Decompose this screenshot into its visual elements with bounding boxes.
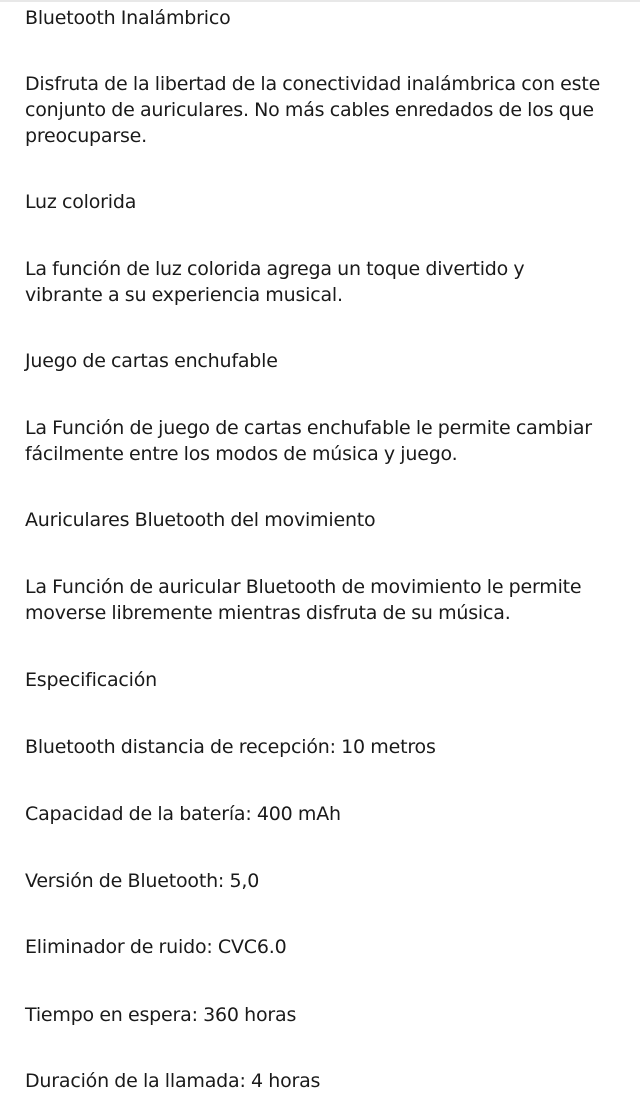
- spec-eliminador-ruido: Eliminador de ruido: CVC6.0: [25, 936, 287, 958]
- body-luz-colorida: La función de luz colorida agrega un toque divertido y vibrante a su experiencia musical.: [25, 258, 525, 306]
- body-juego-de-cartas: La Función de juego de cartas enchufable le permite cambiar fácilmente entre los modos de música y juego.: [25, 417, 592, 465]
- body-auriculares-movimiento: La Función de auricular Bluetooth de movimiento le permite moverse libremente mientras disfruta de su música.: [25, 576, 582, 624]
- top-divider: [0, 0, 640, 2]
- heading-juego-de-cartas: Juego de cartas enchufable: [25, 350, 278, 372]
- spec-version-bluetooth: Versión de Bluetooth: 5,0: [25, 870, 260, 892]
- spec-duracion-llamada: Duración de la llamada: 4 horas: [25, 1070, 321, 1092]
- heading-bluetooth-inalambrico: Bluetooth Inalámbrico: [25, 7, 231, 29]
- spec-tiempo-espera: Tiempo en espera: 360 horas: [25, 1004, 297, 1026]
- heading-luz-colorida: Luz colorida: [25, 191, 137, 213]
- heading-especificacion: Especificación: [25, 669, 158, 691]
- body-bluetooth-inalambrico: Disfruta de la libertad de la conectividad inalámbrica con este conjunto de auriculares. No más cables enredados de los que preocuparse.: [25, 73, 601, 147]
- heading-auriculares-movimiento: Auriculares Bluetooth del movimiento: [25, 509, 376, 531]
- spec-bluetooth-distancia: Bluetooth distancia de recepción: 10 metros: [25, 736, 436, 758]
- spec-capacidad-bateria: Capacidad de la batería: 400 mAh: [25, 803, 341, 825]
